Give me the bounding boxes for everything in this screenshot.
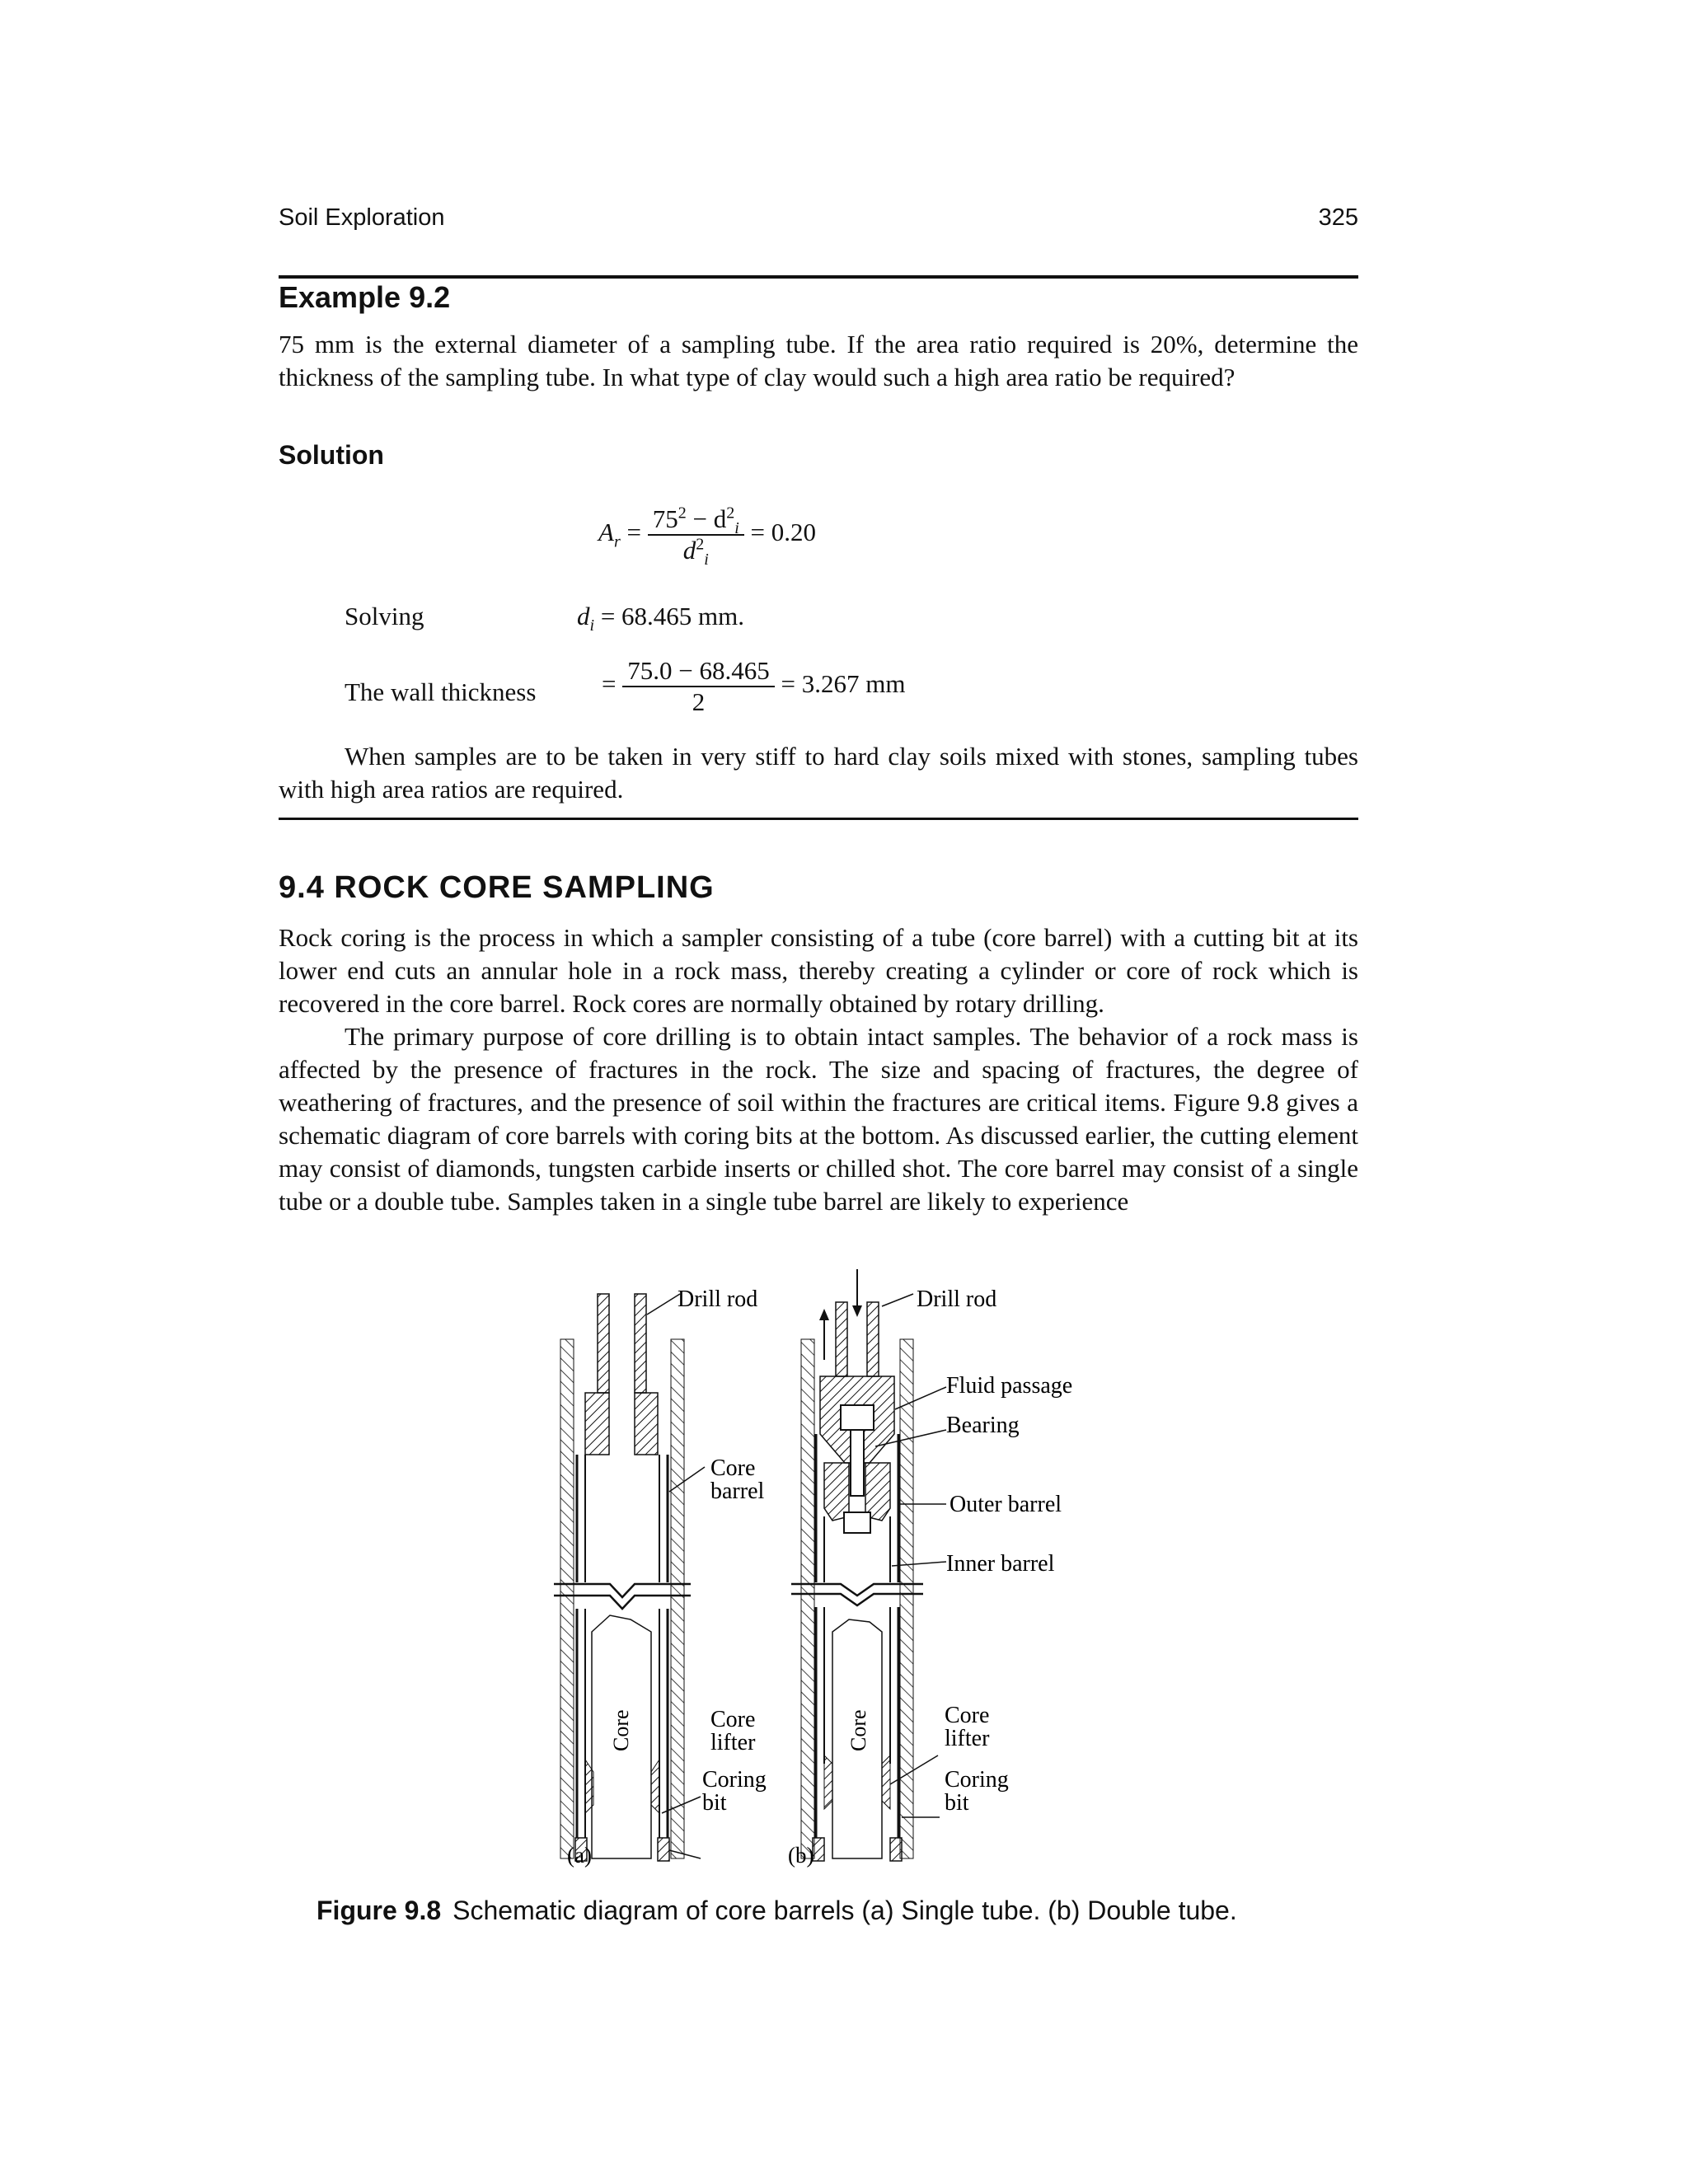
example-bottom-rule: [279, 818, 1358, 820]
label-inner-barrel: Inner barrel: [946, 1551, 1055, 1577]
paragraph-1: Rock coring is the process in which a sampler consisting of a tube (core barrel) with a cutting bit at its lower end cuts an annular hole in a rock mass, thereby creating a cylinder or core of rock which is recovered in the core barrel. Rock cores are normally obtained by rotary drilling.: [279, 923, 1358, 1018]
label-core-lifter-a-1: Core: [710, 1707, 756, 1732]
sub-label-b: (b): [788, 1843, 814, 1868]
label-core-barrel-a-1: Core: [710, 1455, 756, 1481]
section-title: 9.4 ROCK CORE SAMPLING: [279, 870, 715, 905]
core-barrel-figure: [495, 1269, 1319, 1896]
label-core-lifter-a-2: lifter: [710, 1730, 756, 1755]
example-problem: 75 mm is the external diameter of a sampling tube. If the area ratio required is 20%, determine the thickness of the sampling tube. In what type of clay would such a high area ratio be required?: [279, 330, 1358, 391]
running-header: Soil Exploration: [279, 204, 445, 231]
sub-label-a: (a): [567, 1843, 592, 1868]
figure-caption-text: Schematic diagram of core barrels (a) Single tube. (b) Double tube.: [452, 1896, 1237, 1925]
example-note: When samples are to be taken in very stiff to hard clay soils mixed with stones, sampling tubes with high area ratios are required.: [279, 742, 1358, 804]
label-coring-bit-a-2: bit: [702, 1790, 727, 1816]
label-core-a: Core: [609, 1709, 633, 1751]
solution-title: Solution: [279, 440, 384, 470]
example-title: Example 9.2: [279, 280, 451, 314]
equation-area-ratio: $A_r$ = $\frac{75^2 - d^2_i}{d^2_i}$ = 0.20: [598, 504, 816, 569]
label-coring-bit-b-2: bit: [945, 1790, 969, 1816]
single-tube-barrel: [554, 1294, 705, 1861]
label-bearing: Bearing: [946, 1413, 1020, 1438]
page-number: 325: [1318, 204, 1358, 231]
paragraph-2: The primary purpose of core drilling is to obtain intact samples. The behavior of a rock mass is affected by the presence of fractures in the rock. The size and spacing of fractures, the degree of weathering of fractures, and the presence of soil within the fractures are critical items. Figure 9.8 gives a schematic diagram of core barrels with coring bits at the bottom. As discussed earlier, the cutting element may consist of diamonds, tungsten carbide inserts or chilled shot. The core barrel may consist of a single tube or a double tube. Samples taken in a single tube barrel are likely to experience: [279, 1022, 1358, 1216]
figure-caption: [316, 1896, 1237, 1926]
label-coring-bit-a-1: Coring: [702, 1767, 767, 1793]
label-core-lifter-b-2: lifter: [945, 1726, 990, 1751]
label-drill-rod-b: Drill rod: [917, 1286, 997, 1312]
label-fluid-passage: Fluid passage: [946, 1373, 1073, 1399]
double-tube-barrel: [791, 1269, 946, 1861]
equation-wall-thickness: = $\frac{75.0 - 68.465}{2}$ = 3.267 mm: [602, 656, 906, 716]
solving-label: Solving: [345, 602, 424, 630]
label-core-barrel-a-2: barrel: [710, 1479, 765, 1504]
wall-thickness-label: The wall thickness: [345, 677, 537, 706]
label-core-b: Core: [846, 1709, 870, 1751]
label-core-lifter-b-1: Core: [945, 1703, 990, 1728]
label-coring-bit-b-1: Coring: [945, 1767, 1009, 1793]
label-drill-rod-a: Drill rod: [678, 1286, 758, 1312]
label-outer-barrel: Outer barrel: [950, 1492, 1062, 1517]
example-top-rule: [279, 275, 1358, 279]
figure-caption-label: Figure 9.8: [316, 1896, 442, 1925]
equation-inner-diameter: $d_i = 68.465$ mm.: [577, 602, 745, 635]
